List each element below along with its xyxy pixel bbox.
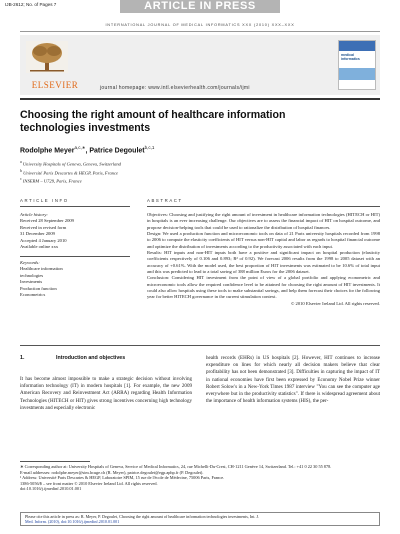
manuscript-ref: IJB-2612; No. of Pages 7 bbox=[5, 2, 57, 7]
title-line-1: Choosing the right amount of healthcare information bbox=[20, 109, 286, 121]
info-rule-mid bbox=[20, 256, 130, 257]
intro-right-column: health records (EHRs) in US hospitals [2]. However, HIT continues to increase expenditure on lines for which nearly all decision makers believe that clear profitability has not been demonstrated [3]. Difficulties in capturing the impact of IT in national economies have first been expressed by Economy Nobel Prize winner Robert Solow's in a New-York Times 1987 interview "You can see the computer age everywhere but in the productivity statistics". If there is widespread agreement about the importance of health information systems (HIS), the per- bbox=[206, 355, 380, 405]
footnote-address: ¹ Address: Université Paris Descartes & HEGP, Laboratoire SPIM, 15 rue de l'école de Médecine, 75006 Paris, France. bbox=[20, 475, 225, 481]
author-separator: , bbox=[85, 147, 90, 155]
journal-homepage bbox=[100, 85, 250, 91]
cover-band bbox=[339, 68, 375, 80]
author-meyer[interactable]: Rodolphe Meyer bbox=[20, 147, 75, 155]
journal-cover-thumbnail bbox=[338, 40, 376, 90]
revised-date: 31 December 2009 bbox=[20, 231, 55, 237]
keyword-1: Healthcare information bbox=[20, 266, 63, 272]
footnote-doi[interactable]: doi:10.1016/j.ijmedinf.2010.01.001 bbox=[20, 486, 82, 492]
footnotes bbox=[20, 464, 382, 492]
abstract-copyright: © 2010 Elsevier Ireland Ltd. All rights reserved. bbox=[290, 300, 380, 306]
homepage-url[interactable]: www.intl.elsevierhealth.com/journals/ijmi bbox=[148, 85, 250, 91]
footnote-email[interactable]: E-mail addresses: rodolphe.meyer@sim.hcuge.ch (R. Meyer), patrice.degoulet@egp.aphp.fr (P. Degoulet). bbox=[20, 469, 204, 475]
keyword-4: Econometrics bbox=[20, 292, 46, 298]
publisher-name: ELSEVIER bbox=[31, 80, 79, 90]
revised-label: Received in revised form bbox=[20, 224, 67, 230]
intro-section-title: Introduction and objectives bbox=[56, 355, 126, 361]
banner-rule bbox=[20, 98, 380, 100]
title-line-2: technologies investments bbox=[20, 122, 151, 134]
top-rule bbox=[20, 31, 380, 32]
homepage-label: journal homepage: bbox=[100, 85, 147, 91]
affiliation-a: $^a$ University Hospitals of Geneva, Geneva, Switzerland bbox=[20, 160, 121, 167]
abstract-design: Design: We used a production function and microeconomic tools on data of 21 Paris university hospitals recorded from 1998 to 2006 to compute the elasticity coefficients of HIT versus non-HIT capital and labor as regards to hospital financial outcome and optimize the distribution of investments according to the productivity associated with each input. bbox=[147, 231, 380, 249]
journal-line: INTERNATIONAL JOURNAL OF MEDICAL INFORMATICS XXX (2010) XXX–XXX bbox=[105, 23, 295, 27]
abstract-rule-bottom bbox=[20, 345, 380, 346]
intro-heading bbox=[20, 355, 125, 361]
abstract-results: Results: HIT inputs and non-HIT inputs both have a positive and significant impact on hospital production (elasticity coefficients respectively of 0.106 and 0.893; R² of 0.92). We forecast 2006 results from the 1998 to 2005 dataset with an accuracy of +0.61%. With the model used, the best proportion of HIT investments was estimated to be 10.6% of total input and this was predicted to lead to a total saving of 388 million Euros for the 2006 dataset. bbox=[147, 250, 380, 275]
keyword-2: Investments bbox=[20, 279, 43, 285]
info-rule-top bbox=[20, 206, 130, 207]
article-title bbox=[20, 109, 380, 135]
intro-left-column: It has become almost impossible to make a strategic decision without involving information technology (IT) in modern hospitals [1]. For example, the new 2009 American Recovery and Reinvestment Act (ARRA) regarding Health Information Technologies (HITECH or HIT) gives strong incentives concerning high technology investments and especially electronic bbox=[20, 376, 192, 411]
accepted-date: Accepted 4 January 2010 bbox=[20, 237, 67, 243]
history-label: Article history: bbox=[20, 212, 48, 217]
keywords-label: Keywords: bbox=[20, 260, 40, 266]
abstract-heading: ABSTRACT bbox=[147, 198, 183, 203]
article-info-heading: ARTICLE INFO bbox=[20, 198, 69, 203]
abstract-rule-top bbox=[147, 206, 380, 207]
citation-line-2[interactable]: Med. Inform. (2010), doi:10.1016/j.ijmedinf.2010.01.001 bbox=[25, 519, 120, 525]
footnote-corresponding: ∗ Corresponding author at: University Hospitals of Geneva, Service of Medical Informatics, 24, rue Michelli-Du-Crest, CH-1211 Genève 14, Switzerland. Tel.: +41 0 22 30 55 878. bbox=[20, 464, 332, 469]
keyword-1-cont: technologies bbox=[20, 272, 44, 278]
footnote-rule bbox=[20, 461, 90, 462]
elsevier-tree-icon bbox=[26, 41, 68, 73]
intro-section-number: 1. bbox=[20, 355, 25, 361]
affiliation-b: $^b$ Université Paris Descartes & HEGP, Paris, France bbox=[20, 168, 119, 176]
abstract-objectives: Objectives: Choosing and justifying the right amount of investment in healthcare information technologies (HITECH or HIT) in hospitals is an ever increasing challenge. Our objectives are to assess the financial impact of HIT on hospital outcome, and propose decision-helping tools that could be used to rationalize the distribution of hospital finances. bbox=[147, 212, 380, 230]
affiliation-c: $^c$ INSERM – U729, Paris, France bbox=[20, 177, 82, 184]
cover-stripe bbox=[339, 41, 375, 51]
article-in-press-banner: ARTICLE IN PRESS bbox=[120, 0, 280, 13]
abstract-body bbox=[147, 212, 380, 307]
keyword-3: Production function bbox=[20, 285, 57, 291]
author-meyer-affil: a,c,∗ bbox=[74, 145, 86, 150]
author-degoulet-affil: b,c,1 bbox=[144, 145, 155, 150]
cover-title: medical informatics bbox=[341, 53, 360, 61]
journal-banner bbox=[20, 35, 380, 95]
author-degoulet[interactable]: Patrice Degoulet bbox=[89, 147, 145, 155]
footnote-issn: 1386-5056/$ – see front matter © 2010 Elsevier Ireland Ltd. All rights reserved. bbox=[20, 480, 158, 486]
citation-line-1: Please cite this article in press as: R. Meyer, P. Degoulet, Choosing the right amount of healthcare information technologies investments, Int. J. bbox=[25, 514, 260, 519]
article-info bbox=[20, 212, 130, 298]
elsevier-logo bbox=[26, 41, 84, 89]
affiliations bbox=[20, 159, 121, 185]
author-list bbox=[20, 145, 154, 154]
top-header-bar bbox=[0, 0, 400, 13]
received-date: Received 28 September 2009 bbox=[20, 218, 74, 224]
abstract-conclusion: Conclusion: Considering HIT investment from the point of view of a global portfolio and applying econometric and microeconomic tools allow the required confidence level to be attained for choosing the right amount of HIT investments. It could also allow hospitals using these tools to make substantial savings, and help them forecast their choices for the following year for better HITECH governance in the current stimulation context. bbox=[147, 275, 380, 300]
citation-box bbox=[20, 512, 380, 526]
online-date: Available online xxx bbox=[20, 244, 59, 250]
